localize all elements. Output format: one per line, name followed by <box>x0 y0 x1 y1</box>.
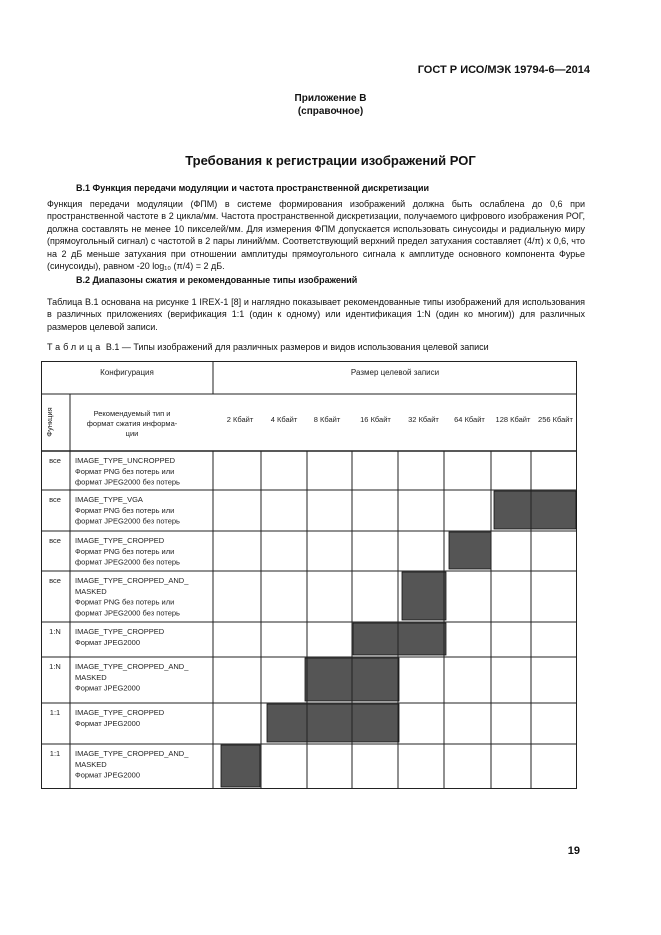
table-caption-text: В.1 — Типы изображений для различных размеров и видов использования целевой записи <box>105 342 489 352</box>
section-1-heading: В.1 Функция передачи модуляции и частота пространственной дискретизации <box>76 183 430 193</box>
row-type-line: IMAGE_TYPE_CROPPED <box>75 708 165 717</box>
row-type-line: формат JPEG2000 без потерь <box>75 557 180 567</box>
row-type-line: формат JPEG2000 без потерь <box>75 516 180 526</box>
row-type-line: IMAGE_TYPE_VGA <box>75 495 143 504</box>
row-function: 1:N <box>49 662 61 671</box>
row-type-line: MASKED <box>75 759 107 769</box>
row-function: все <box>49 576 61 585</box>
size-band-4 <box>402 572 446 620</box>
row-function: все <box>49 495 61 504</box>
size-column-label: 256 Кбайт <box>538 415 573 424</box>
row-type-line: MASKED <box>75 672 107 682</box>
row-type-line: формат JPEG2000 без потерь <box>75 477 180 487</box>
row-function: 1:1 <box>49 749 61 758</box>
page-number: 19 <box>567 845 580 857</box>
row-type-line: Формат JPEG2000 <box>75 637 140 647</box>
row-function: 1:N <box>49 627 61 636</box>
row-type-line: IMAGE_TYPE_CROPPED <box>75 627 165 636</box>
annex-title: Приложение В <box>294 93 367 104</box>
size-column-label: 2 Кбайт <box>226 415 254 424</box>
table-caption-prefix: Таблица <box>47 342 104 352</box>
size-band-7 <box>267 704 399 742</box>
size-column-label: 4 Кбайт <box>270 415 298 424</box>
size-band-5 <box>353 623 446 655</box>
type-header-line: Рекомендуемый тип и <box>93 409 171 418</box>
row-type-line: IMAGE_TYPE_CROPPED_AND_ <box>75 576 189 585</box>
image-type-table <box>41 361 577 789</box>
size-band-3 <box>449 532 491 569</box>
size-column-label: 16 Кбайт <box>360 415 391 424</box>
section-1-paragraph: Функция передачи модуляции (ФПМ) в системе формирования изображений должна быть ослаблена до 0,6 при пространственной частоте в 2 цикла/мм. Частота пространственной дискретизации, получаемого цифрового изображения РОГ, должна составлять не менее 10 пикселей/мм. Для измерения ФПМ допускается использовать синусоиды и радиальную миру (прямоугольный сигнал) с частотой в 2 пары линий/мм. Соответствующий верхний предел затухания составляет (4/π) х 0,6, что на 2 дБ меньше затухания при отношении амплитуды прямоугольного сигнала к амплитуде основного компонента Фурье (синусоиды), равном -20 log₁₀ (π/4) = 2 дБ. <box>47 199 585 272</box>
config-header: Конфигурация <box>100 368 154 377</box>
document-code: ГОСТ Р ИСО/МЭК 19794-6—2014 <box>417 64 590 76</box>
annex-subtitle: (справочное) <box>297 106 364 117</box>
size-column-label: 32 Кбайт <box>408 415 439 424</box>
size-column-label: 64 Кбайт <box>454 415 485 424</box>
row-type-line: Формат JPEG2000 <box>75 683 140 693</box>
size-band-8 <box>221 745 260 787</box>
type-header-line: формат сжатия информа- <box>86 419 178 428</box>
row-type-line: Формат PNG без потерь или <box>75 505 175 515</box>
row-type-line: формат JPEG2000 без потерь <box>75 608 180 618</box>
row-type-line: IMAGE_TYPE_CROPPED <box>75 536 165 545</box>
row-function: все <box>49 456 61 465</box>
row-type-line: Формат JPEG2000 <box>75 718 140 728</box>
size-column-label: 128 Кбайт <box>495 415 531 424</box>
section-2-paragraph: Таблица В.1 основана на рисунке 1 IREX-1 [8] и наглядно показывает рекомендованные типы изображений для использования в различных приложениях (верификация 1:1 (один к одному) или идентификация 1:N (один ко многим)) для различных размеров целевой записи. <box>47 297 585 332</box>
document-title: Требования к регистрации изображений РОГ <box>185 153 476 168</box>
row-type-line: Формат PNG без потерь или <box>75 466 175 476</box>
table-caption <box>47 342 489 352</box>
row-function: 1:1 <box>49 708 61 717</box>
row-type-line: IMAGE_TYPE_UNCROPPED <box>75 456 176 465</box>
section-2-heading: В.2 Диапазоны сжатия и рекомендованные типы изображений <box>76 275 358 285</box>
type-header-line: ции <box>125 429 139 438</box>
row-type-line: MASKED <box>75 586 107 596</box>
image-type-table-grid <box>41 361 577 789</box>
size-column-label: 8 Кбайт <box>313 415 341 424</box>
row-type-line: IMAGE_TYPE_CROPPED_AND_ <box>75 662 189 671</box>
row-type-line: Формат PNG без потерь или <box>75 597 175 607</box>
row-type-line: Формат JPEG2000 <box>75 770 140 780</box>
size-header: Размер целевой записи <box>350 368 440 377</box>
row-function: все <box>49 536 61 545</box>
size-band-2 <box>494 491 576 529</box>
row-type-line: Формат PNG без потерь или <box>75 546 175 556</box>
row-type-line: IMAGE_TYPE_CROPPED_AND_ <box>75 749 189 758</box>
function-header: Функция <box>45 407 54 437</box>
